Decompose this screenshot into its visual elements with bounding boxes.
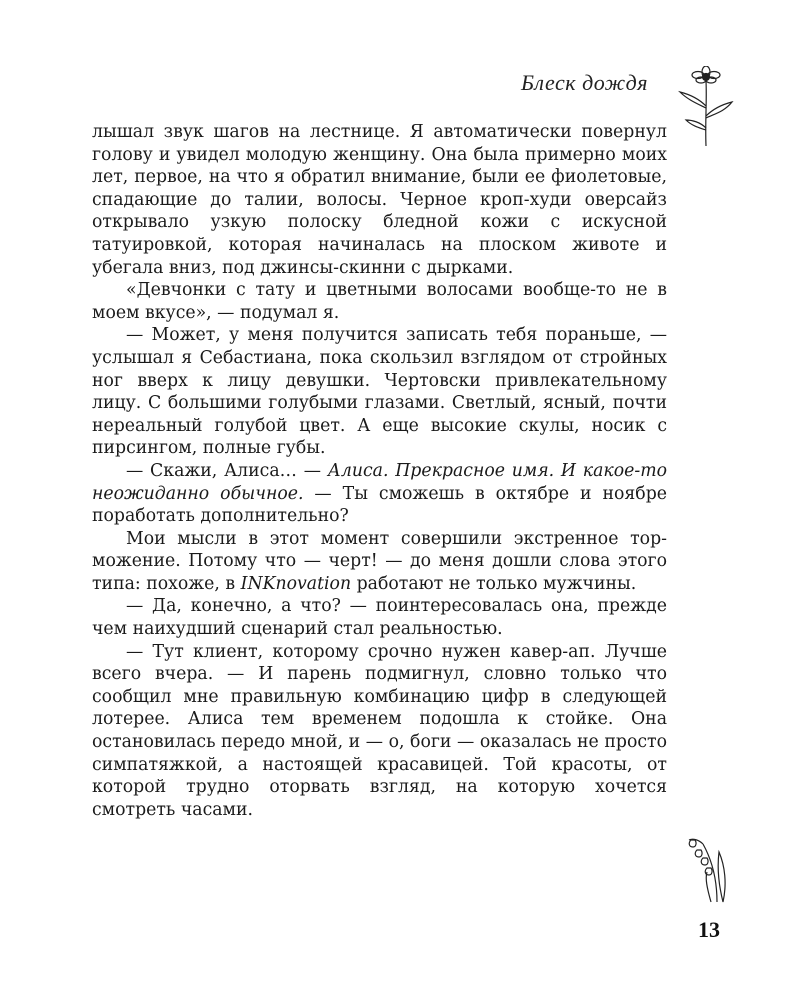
daisy-flower-icon xyxy=(676,66,736,148)
paragraph: — Тут клиент, которому срочно нужен кавер-ап. Лучше всего вчера. — И парень подмигнул, словно только что сообщил мне правильную комбинацию цифр в следующей лотерее. Алиса тем временем подошла к стойке. Она остановилась передо мной, и — о, боги — оказалась не просто симпатяжкой, а настоящей красавицей. Той красоты, от которой трудно оторвать взгляд, на которую хочется смотреть часами. xyxy=(92,641,667,820)
body-text xyxy=(92,121,667,821)
lily-of-the-valley-icon xyxy=(683,832,731,904)
inner-thought-italic: Алиса. Прекрасное имя. И какое-то неожиданно обычное. xyxy=(92,460,667,504)
page-number: 13 xyxy=(698,917,720,942)
paragraph: «Девчонки с тату и цветными волосами вообще-то не в моем вкусе», — подумал я. xyxy=(92,280,667,323)
paragraph: лышал звук шагов на лестнице. Я автоматически повернул голову и увидел молодую женщину. Она была примерно моих лет, первое, на что я обратил внимание, были ее фиолетовые, спадающие до талии, волосы. Черное кроп-худи оверсайз открывало узкую полоску бледной кожи с искусной татуировкой, которая начиналась на плоском животе и убегала вниз, под джинсы-скинни с дырками. xyxy=(92,122,667,278)
studio-name-italic: INKnovation xyxy=(240,573,352,594)
paragraph: — Может, у меня получится записать тебя пораньше, — услышал я Себастиана, пока скользил взглядом от стройных ног вверх к лицу девушки. Чертовски привлекательному лицу. С большими голубыми глазами. Светлый, ясный, почти нереальный голубой цвет. А еще высокие скулы, носик с пирсингом, полные губы. xyxy=(92,325,667,459)
dialogue-text: — Скажи, Алиса… — xyxy=(126,460,328,481)
paragraph: — Да, конечно, а что? — поинтересовалась она, прежде чем наихудший сценарий стал реальностью. xyxy=(92,596,667,640)
running-head-title: Блеск дождя xyxy=(520,70,648,95)
paragraph xyxy=(92,460,667,528)
narration-text: Мои мысли в этот момент совершили экстренное торможение. Потому что — черт! — до меня дошли слова этого типа: похоже, в xyxy=(92,528,667,594)
narration-text: работают не только мужчины. xyxy=(351,573,637,594)
dialogue-text: — Ты сможешь в октябре и ноябре поработать дополнительно? xyxy=(92,483,668,527)
paragraph xyxy=(92,528,667,596)
